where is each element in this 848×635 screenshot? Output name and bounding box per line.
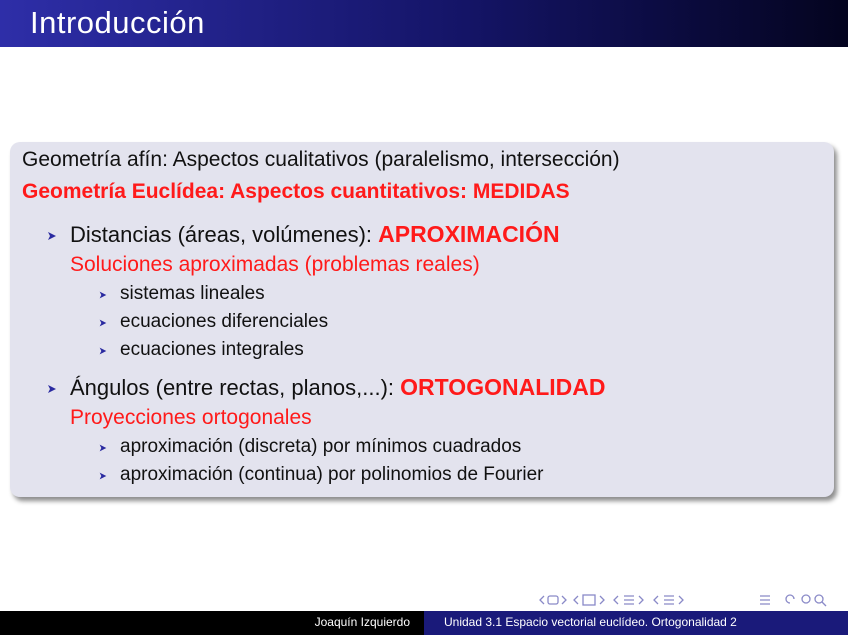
footer-course: Unidad 3.1 Espacio vectorial euclídeo. Ortogonalidad 2 (444, 615, 737, 629)
slide-title: Introducción (30, 5, 205, 40)
bullet-arrow-icon (98, 318, 108, 328)
item-distancias-subheading: Soluciones aproximadas (problemas reales) (70, 253, 480, 276)
subitem-fourier: aproximación (continua) por polinomios de Fourier (120, 464, 544, 485)
nav-back-icon[interactable] (786, 595, 794, 603)
block-line-euclidean: Geometría Euclídea: Aspectos cuantitativos: MEDIDAS (22, 180, 570, 203)
content-block (10, 142, 834, 497)
subitem-ecuaciones-diferenciales: ecuaciones diferenciales (120, 311, 329, 332)
item-distancias-text: Distancias (áreas, volúmenes): (70, 222, 379, 247)
nav-slide-icon[interactable] (654, 596, 683, 604)
subitem-sistemas: sistemas lineales (120, 283, 265, 304)
item-distancias (70, 221, 560, 248)
footer-title-box (424, 611, 848, 635)
footer-author-box (0, 611, 424, 635)
bullet-arrow-icon (98, 346, 108, 356)
block-line-affine: Geometría afín: Aspectos cualitativos (paralelismo, intersección) (22, 148, 620, 171)
navigation-symbols (538, 592, 838, 608)
nav-section-icon[interactable] (614, 596, 643, 604)
nav-subsection-icon[interactable] (574, 595, 604, 605)
bullet-arrow-icon (98, 443, 108, 453)
bullet-arrow-icon (46, 230, 58, 242)
bullet-arrow-icon (98, 290, 108, 300)
item-angulos-emphasis: ORTOGONALIDAD (400, 374, 606, 400)
bullet-arrow-icon (98, 471, 108, 481)
nav-frame-left-icon[interactable] (540, 596, 566, 604)
title-bar (0, 0, 848, 47)
bullet-arrow-icon (46, 383, 58, 395)
subitem-ecuaciones-integrales: ecuaciones integrales (120, 339, 304, 360)
item-angulos-subheading: Proyecciones ortogonales (70, 406, 312, 429)
nav-search-icon[interactable] (802, 595, 826, 606)
footer (0, 611, 848, 635)
item-angulos (70, 374, 605, 401)
footer-author: Joaquín Izquierdo (314, 615, 410, 629)
item-angulos-text: Ángulos (entre rectas, planos,...): (70, 375, 401, 400)
nav-align-icon[interactable] (760, 596, 770, 604)
subitem-minimos-cuadrados: aproximación (discreta) por mínimos cuadrados (120, 436, 522, 457)
item-distancias-emphasis: APROXIMACIÓN (378, 221, 560, 247)
